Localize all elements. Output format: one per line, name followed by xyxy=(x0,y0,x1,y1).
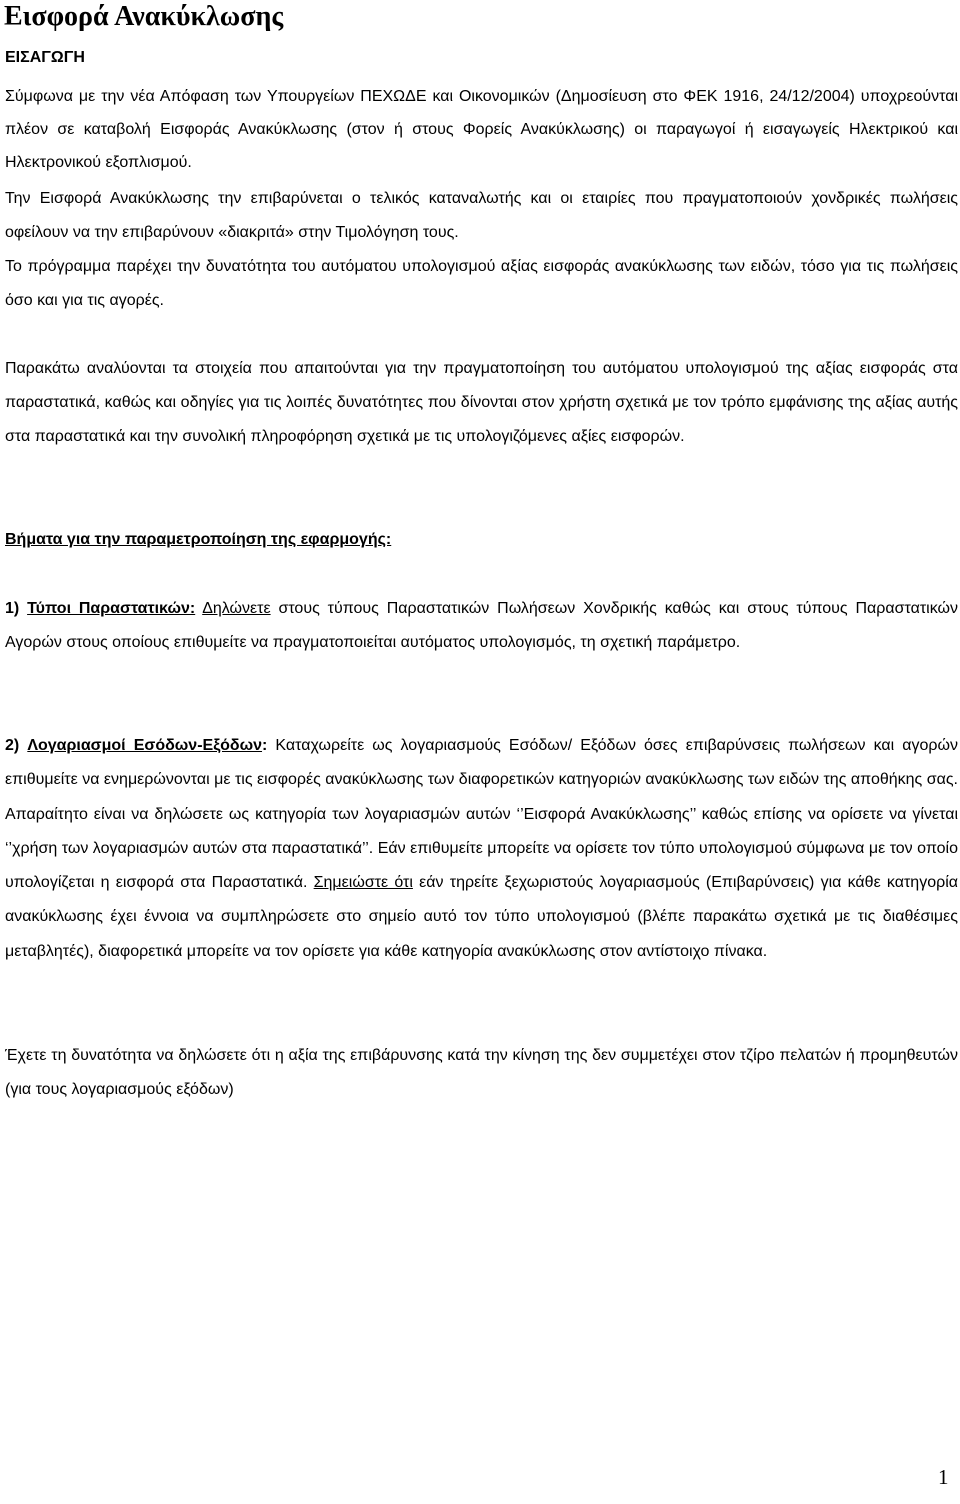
document-title: Εισφορά Ανακύκλωσης xyxy=(4,1,284,32)
step-2-note-label: Σημειώστε ότι xyxy=(313,874,413,892)
step-2-extra-paragraph: Έχετε τη δυνατότητα να δηλώσετε ότι η αξία της επιβάρυνσης κατά την κίνηση της δεν συμμετέχει στον τζίρο πελατών ή προμηθευτών (για τους λογαριασμούς εξόδων) xyxy=(5,1047,958,1098)
step-1-number: 1) xyxy=(5,600,20,617)
step-2-colon: : xyxy=(262,737,268,754)
step-2-text-2: εάν τηρείτε ξεχωριστούς λογαριασμούς (Επιβαρύνσεις) για κάθε κατηγορία ανακύκλωσης έχει έννοια να συμπληρώσετε στο σημείο αυτό τον τύπο υπολογισμού (βλέπε παρακάτω σχετικά με τις διαθέσιμες μεταβλητές), διαφορετικά μπορείτε να τον ορίσετε για κάθε κατηγορία ανακύκλωσης στον αντίστοιχο πίνακα. xyxy=(5,874,959,960)
intro-paragraph-3: Το πρόγραμμα παρέχει την δυνατότητα του αυτόματου υπολογισμού αξίας εισφοράς ανακύκλωσης των ειδών, τόσο για τις πωλήσεις όσο και για τις αγορές. xyxy=(5,258,958,309)
intro-paragraph-2: Την Εισφορά Ανακύκλωσης την επιβαρύνεται ο τελικός καταναλωτής και οι εταιρίες που πραγματοποιούν χονδρικές πωλήσεις οφείλουν να την επιβαρύνουν «διακριτά» στην Τιμολόγηση τους. xyxy=(5,190,958,241)
page-number: 1 xyxy=(938,1465,949,1489)
step-1-keyword: Δηλώνετε xyxy=(202,600,271,617)
step-1-paragraph xyxy=(5,592,958,660)
step-2-number: 2) xyxy=(5,737,20,754)
step-2-paragraph xyxy=(5,729,958,969)
intro-heading: ΕΙΣΑΓΩΓΗ xyxy=(5,49,85,66)
step-1-label: Τύποι Παραστατικών: xyxy=(27,600,196,617)
intro-paragraph-1: Σύμφωνα με την νέα Απόφαση των Υπουργείων ΠΕΧΩΔΕ και Οικονομικών (Δημοσίευση στο ΦΕΚ 1916, 24/12/2004) υποχρεούνται πλέον σε καταβολή Εισφοράς Ανακύκλωσης (στον ή στους Φορείς Ανακύκλωσης) οι παραγωγοί ή εισαγωγείς Ηλεκτρικού και Ηλεκτρονικού εξοπλισμού. xyxy=(5,88,958,171)
overview-paragraph: Παρακάτω αναλύονται τα στοιχεία που απαιτούνται για την πραγματοποίηση του αυτόματου υπολογισμού της αξίας εισφοράς στα παραστατικά, καθώς και οδηγίες για τις λοιπές δυνατότητες που δίνονται στον χρήστη σχετικά με τον τρόπο εμφάνισης της αξίας αυτής στα παραστατικά και την συνολική πληροφόρηση σχετικά με τις υπολογιζόμενες αξίες εισφορών. xyxy=(5,360,958,445)
step-2-text-1: Καταχωρείτε ως λογαριασμούς Εσόδων/ Εξόδων όσες επιβαρύνσεις πωλήσεων και αγορών επιθυμείτε να ενημερώνονται με τις εισφορές ανακύκλωσης των διαφορετικών κατηγοριών ανακύκλωσης των ειδών της αποθήκης σας. Απαραίτητο είναι να δηλώσετε ως κατηγορία των λογαριασμών αυτών ‘’Εισφορά Ανακύκλωσης’’ καθώς επίσης να ορίσετε να γίνεται ‘’χρήση των λογαριασμών αυτών στα παραστατικά’’. Εάν επιθυμείτε μπορείτε να ορίσετε τον τύπο υπολογισμού σύμφωνα με τον οποίο υπολογίζεται η εισφορά στα Παραστατικά. xyxy=(5,737,958,892)
steps-heading: Βήματα για την παραμετροποίηση της εφαρμογής: xyxy=(5,531,392,548)
step-2-label: Λογαριασμοί Εσόδων-Εξόδων xyxy=(27,737,263,754)
step-1-text: στους τύπους Παραστατικών Πωλήσεων Χονδρικής καθώς και στους τύπους Παραστατικών Αγορών στους οποίους επιθυμείτε να πραγματοποιείται αυτόματος υπολογισμός, τη σχετική παράμετρο. xyxy=(5,600,959,651)
